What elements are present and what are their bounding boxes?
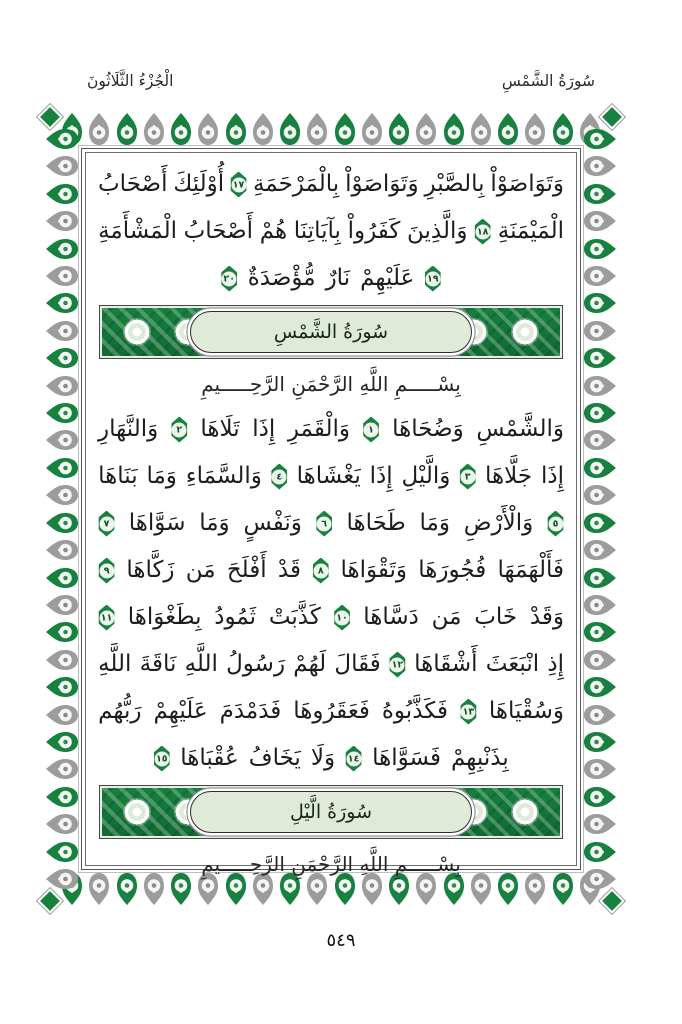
ayah-number: ٣: [460, 469, 475, 484]
border-palmette-ornament-icon: [45, 318, 79, 344]
border-palmette-ornament-icon: [45, 784, 79, 810]
ayah-word: وَنَفْسٍ: [243, 510, 302, 536]
ayah-word: يَغْشَاهَا: [296, 463, 361, 489]
ayah-end-marker-icon: [153, 746, 170, 772]
border-palmette-ornament-icon: [277, 112, 303, 146]
border-palmette-ornament-icon: [583, 866, 617, 892]
ayah-word: جَلَّاهَا: [485, 463, 533, 489]
ayah-word: كَذَّبَتْ: [268, 604, 321, 630]
ayah-number: ١٠: [336, 612, 348, 623]
ayah-end-marker-icon: [334, 605, 351, 631]
border-palmette-ornament-icon: [583, 647, 617, 673]
ayah-end-marker-icon: [460, 699, 477, 725]
border-palmette-ornament-icon: [583, 592, 617, 618]
ayah-line: [98, 688, 564, 735]
border-palmette-ornament-icon: [223, 112, 249, 146]
border-palmette-ornament-icon: [45, 373, 79, 399]
border-corner-icon: [602, 107, 622, 127]
rosette-icon: [511, 318, 539, 346]
border-palmette-ornament-icon: [45, 263, 79, 289]
ayah-word: فُجُورَهَا: [418, 557, 487, 583]
ayah-word: وَالَّذِينَ: [407, 218, 468, 244]
ayah-word: أُوْلَئِكَ: [173, 171, 225, 197]
ayah-word: وَالَّيْلِ: [401, 463, 451, 489]
ayah-word: خَابَ: [474, 604, 518, 630]
ayah-line: [98, 500, 564, 547]
ayah-word: بَنَاهَا: [98, 463, 138, 489]
ayah-word: وَمَا: [199, 510, 230, 536]
text-frame: [81, 148, 581, 876]
ayah-word: وَمَا: [419, 510, 450, 536]
border-palmette-ornament-icon: [583, 373, 617, 399]
border-palmette-ornament-icon: [583, 345, 617, 371]
border-palmette-ornament-icon: [45, 756, 79, 782]
border-palmette-ornament-icon: [45, 702, 79, 728]
border-palmette-ornament-icon: [583, 208, 617, 234]
border-palmette-ornament-icon: [583, 400, 617, 426]
ayah-word: وَالْأَرْضِ: [463, 510, 534, 536]
border-palmette-ornament-icon: [550, 112, 576, 146]
ayah-word: وَسُقْيَاهَا: [488, 698, 564, 724]
quran-text-area: [85, 152, 577, 876]
ayah-word: نَارٌ: [325, 265, 351, 291]
ayah-word: بِالْمَرْحَمَةِ: [252, 171, 340, 197]
ayah-word: هُمْ: [259, 218, 288, 244]
ayah-number: ٦: [317, 516, 332, 531]
ayah-word: فَعَقَرُوهَا: [293, 698, 370, 724]
ayah-word: عَلَيْهِمْ: [153, 698, 208, 724]
ayah-number: ٢: [172, 422, 187, 437]
surah-running-title: سُورَةُ الشَّمْسِ: [501, 72, 595, 90]
ayah-word: اللَّهِ: [184, 651, 218, 677]
running-header: [45, 72, 637, 90]
ayah-word: وَالسَّمَاءِ: [185, 463, 262, 489]
ayah-word: وَمَا: [146, 463, 177, 489]
ayah-word: عُقْبَاهَا: [180, 745, 239, 771]
border-palmette-ornament-icon: [583, 811, 617, 837]
border-palmette-ornament-icon: [45, 153, 79, 179]
ayah-number: ٩: [99, 563, 114, 578]
ayah-end-marker-icon: [98, 605, 115, 631]
border-palmette-ornament-icon: [45, 290, 79, 316]
ayah-end-marker-icon: [98, 511, 115, 537]
ayah-section-balad-end: [98, 161, 564, 302]
ayah-word: إِذَا: [369, 463, 393, 489]
ayah-word: طَحَاهَا: [346, 510, 406, 536]
ornamental-border-frame: [45, 112, 617, 906]
rosette-icon: [511, 798, 539, 826]
ayah-end-marker-icon: [98, 558, 115, 584]
border-corner-icon: [602, 891, 622, 911]
ayah-word: قَدْ: [277, 557, 301, 583]
surah-title-cartouche: [190, 791, 472, 833]
ayah-word: كَفَرُواْ: [347, 218, 401, 244]
surah-title: سُورَةُ الشَّمْسِ: [273, 321, 389, 343]
border-palmette-ornament-icon: [45, 674, 79, 700]
ayah-word: وَضُحَاهَا: [392, 416, 464, 442]
border-palmette-ornament-icon: [522, 112, 548, 146]
border-palmette-ornament-icon: [86, 112, 112, 146]
border-palmette-ornament-icon: [45, 510, 79, 536]
border-palmette-ornament-icon: [583, 729, 617, 755]
border-palmette-ornament-icon: [583, 290, 617, 316]
ayah-word: فَدَمْدَمَ: [219, 698, 282, 724]
ayah-line: [98, 453, 564, 500]
border-palmette-ornament-icon: [583, 784, 617, 810]
border-palmette-ornament-icon: [45, 811, 79, 837]
ayah-end-marker-icon: [312, 558, 329, 584]
page-number: ٥٤٩: [326, 930, 356, 951]
ayah-word: مَن: [185, 557, 216, 583]
rosette-icon: [123, 318, 151, 346]
ayah-word: وَتَوَاصَوْاْ: [490, 171, 564, 197]
ayah-end-marker-icon: [271, 464, 288, 490]
ayah-end-marker-icon: [389, 652, 406, 678]
border-palmette-ornament-icon: [441, 112, 467, 146]
ayah-word: فَقَالَ: [334, 651, 381, 677]
border-palmette-ornament-icon: [583, 702, 617, 728]
ayah-word: سَوَّاهَا: [128, 510, 186, 536]
ayah-word: بِطَغْوَاهَا: [127, 604, 202, 630]
border-palmette-ornament-icon: [583, 236, 617, 262]
ayah-word: فَكَذَّبُوهُ: [381, 698, 448, 724]
ayah-end-marker-icon: [363, 417, 380, 443]
border-palmette-ornament-icon: [45, 619, 79, 645]
border-palmette-ornament-icon: [45, 427, 79, 453]
ayah-end-marker-icon: [459, 464, 476, 490]
border-palmette-ornament-icon: [250, 112, 276, 146]
ayah-end-marker-icon: [171, 417, 188, 443]
ayah-line: [98, 406, 564, 453]
ayah-line: [98, 208, 564, 255]
ayah-line: [98, 735, 564, 782]
ayah-number: ١٨: [476, 226, 489, 237]
border-palmette-ornament-icon: [583, 318, 617, 344]
border-palmette-ornament-icon: [45, 482, 79, 508]
ayah-line: [98, 255, 564, 302]
ayah-word: أَشْقَاهَا: [414, 651, 478, 677]
border-palmette-ornament-icon: [583, 839, 617, 865]
border-palmette-ornament-icon: [386, 112, 412, 146]
ayah-word: فَأَلْهَمَهَا: [497, 557, 564, 583]
ayah-number: ٤: [272, 469, 287, 484]
border-palmette-ornament-icon: [45, 400, 79, 426]
ayah-end-marker-icon: [474, 219, 491, 245]
ayah-number: ٥: [548, 516, 563, 531]
border-palmette-ornament-icon: [583, 674, 617, 700]
ayah-number: ١١: [100, 612, 113, 623]
ayah-word: وَتَوَاصَوْاْ: [345, 171, 419, 197]
ayah-line: [98, 547, 564, 594]
border-palmette-ornament-icon: [332, 112, 358, 146]
ayah-word: إِذِ: [547, 651, 564, 677]
border-palmette-ornament-icon: [583, 455, 617, 481]
surah-title-cartouche: [190, 311, 472, 353]
ayah-word: يَخَافُ: [248, 745, 301, 771]
ayah-word: ثَمُودُ: [214, 604, 257, 630]
ayah-line: [98, 594, 564, 641]
ayah-word: أَفْلَحَ: [226, 557, 267, 583]
surah-title: سُورَةُ الَّيْلِ: [289, 801, 373, 823]
border-strip-right: [581, 126, 617, 892]
ayah-word: بِالصَّبْرِ: [424, 171, 485, 197]
border-palmette-ornament-icon: [195, 112, 221, 146]
border-palmette-ornament-icon: [45, 839, 79, 865]
border-palmette-ornament-icon: [45, 236, 79, 262]
ayah-end-marker-icon: [424, 266, 441, 292]
ayah-section-shams: [98, 406, 564, 782]
border-corner-icon: [40, 891, 60, 911]
ayah-line: [98, 641, 564, 688]
surah-layl-header: [99, 785, 563, 839]
border-palmette-ornament-icon: [45, 729, 79, 755]
border-palmette-ornament-icon: [583, 565, 617, 591]
ayah-end-marker-icon: [221, 266, 238, 292]
border-palmette-ornament-icon: [45, 455, 79, 481]
ayah-word: مُّؤْصَدَةٌ: [247, 265, 316, 291]
ayah-number: ٢٠: [223, 273, 236, 284]
ayah-number: ١٩: [426, 273, 439, 284]
ayah-word: تَلَاهَا: [200, 416, 240, 442]
border-palmette-ornament-icon: [583, 126, 617, 152]
ayah-end-marker-icon: [316, 511, 333, 537]
ayah-number: ٧: [99, 516, 114, 531]
basmala-shams: بِسْـــــمِ اللَّهِ الرَّحْمَنِ الرَّحِـــــيمِ: [201, 372, 461, 396]
border-palmette-ornament-icon: [583, 263, 617, 289]
border-palmette-ornament-icon: [114, 112, 140, 146]
surah-shams-header: [99, 305, 563, 359]
border-palmette-ornament-icon: [495, 112, 521, 146]
ayah-word: بِآيَاتِنَا: [293, 218, 341, 244]
ayah-word: دَسَّاهَا: [363, 604, 419, 630]
border-palmette-ornament-icon: [45, 592, 79, 618]
border-strip-left: [45, 126, 81, 892]
ayah-number: ١٣: [462, 706, 475, 717]
border-palmette-ornament-icon: [141, 112, 167, 146]
ayah-word: مَن: [431, 604, 462, 630]
border-palmette-ornament-icon: [583, 153, 617, 179]
ayah-word: وَلَا: [310, 745, 336, 771]
border-strip-top: [59, 112, 603, 148]
border-palmette-ornament-icon: [45, 647, 79, 673]
border-palmette-ornament-icon: [168, 112, 194, 146]
border-palmette-ornament-icon: [45, 208, 79, 234]
ayah-word: إِذَا: [252, 416, 276, 442]
rosette-icon: [123, 798, 151, 826]
basmala-layl: بِسْـــــمِ اللَّهِ الرَّحْمَنِ الرَّحِـــــيمِ: [201, 852, 461, 876]
ayah-word: الْمَشْأَمَةِ: [98, 218, 177, 244]
ayah-word: وَالشَّمْسِ: [476, 416, 564, 442]
juz-title: الْجُزْءُ الثَّلَاثُونَ: [87, 72, 174, 90]
border-palmette-ornament-icon: [583, 482, 617, 508]
ayah-word: لَهُمْ: [293, 651, 327, 677]
border-palmette-ornament-icon: [304, 112, 330, 146]
ayah-word: الْمَيْمَنَةِ: [497, 218, 564, 244]
border-corner-icon: [40, 107, 60, 127]
ayah-number: ١٧: [232, 179, 245, 190]
border-palmette-ornament-icon: [45, 126, 79, 152]
border-palmette-ornament-icon: [468, 112, 494, 146]
ayah-word: نَاقَةَ: [139, 651, 177, 677]
border-palmette-ornament-icon: [45, 537, 79, 563]
ayah-word: وَالْقَمَرِ: [287, 416, 350, 442]
ayah-word: وَالنَّهَارِ: [98, 416, 159, 442]
ayah-end-marker-icon: [345, 746, 362, 772]
border-palmette-ornament-icon: [45, 181, 79, 207]
border-palmette-ornament-icon: [583, 181, 617, 207]
ayah-word: بِذَنْبِهِمْ: [451, 745, 509, 771]
ayah-word: انْبَعَثَ: [485, 651, 540, 677]
ayah-number: ١٤: [347, 753, 360, 764]
ayah-line: [98, 161, 564, 208]
ayah-word: أَصْحَابُ: [183, 218, 254, 244]
border-palmette-ornament-icon: [583, 619, 617, 645]
ayah-number: ١: [364, 422, 379, 437]
border-palmette-ornament-icon: [583, 756, 617, 782]
border-palmette-ornament-icon: [45, 345, 79, 371]
ayah-number: ١٢: [391, 659, 404, 670]
ayah-number: ٨: [313, 563, 328, 578]
border-palmette-ornament-icon: [45, 866, 79, 892]
ayah-word: وَتَقْوَاهَا: [340, 557, 408, 583]
ayah-word: إِذَا: [540, 463, 564, 489]
border-palmette-ornament-icon: [583, 427, 617, 453]
border-palmette-ornament-icon: [359, 112, 385, 146]
border-palmette-ornament-icon: [413, 112, 439, 146]
ayah-end-marker-icon: [547, 511, 564, 537]
ayah-word: أَصْحَابُ: [98, 171, 168, 197]
ayah-end-marker-icon: [230, 172, 247, 198]
border-palmette-ornament-icon: [583, 510, 617, 536]
ayah-word: اللَّهِ: [98, 651, 132, 677]
ayah-word: فَسَوَّاهَا: [372, 745, 441, 771]
border-palmette-ornament-icon: [45, 565, 79, 591]
ayah-word: زَكَّاهَا: [126, 557, 175, 583]
ayah-word: وَقَدْ: [529, 604, 564, 630]
border-palmette-ornament-icon: [583, 537, 617, 563]
ayah-word: عَلَيْهِمْ: [360, 265, 415, 291]
ayah-number: ١٥: [155, 753, 168, 764]
ayah-word: رَسُولُ: [226, 651, 286, 677]
ayah-word: رَبُّهُم: [98, 698, 142, 724]
